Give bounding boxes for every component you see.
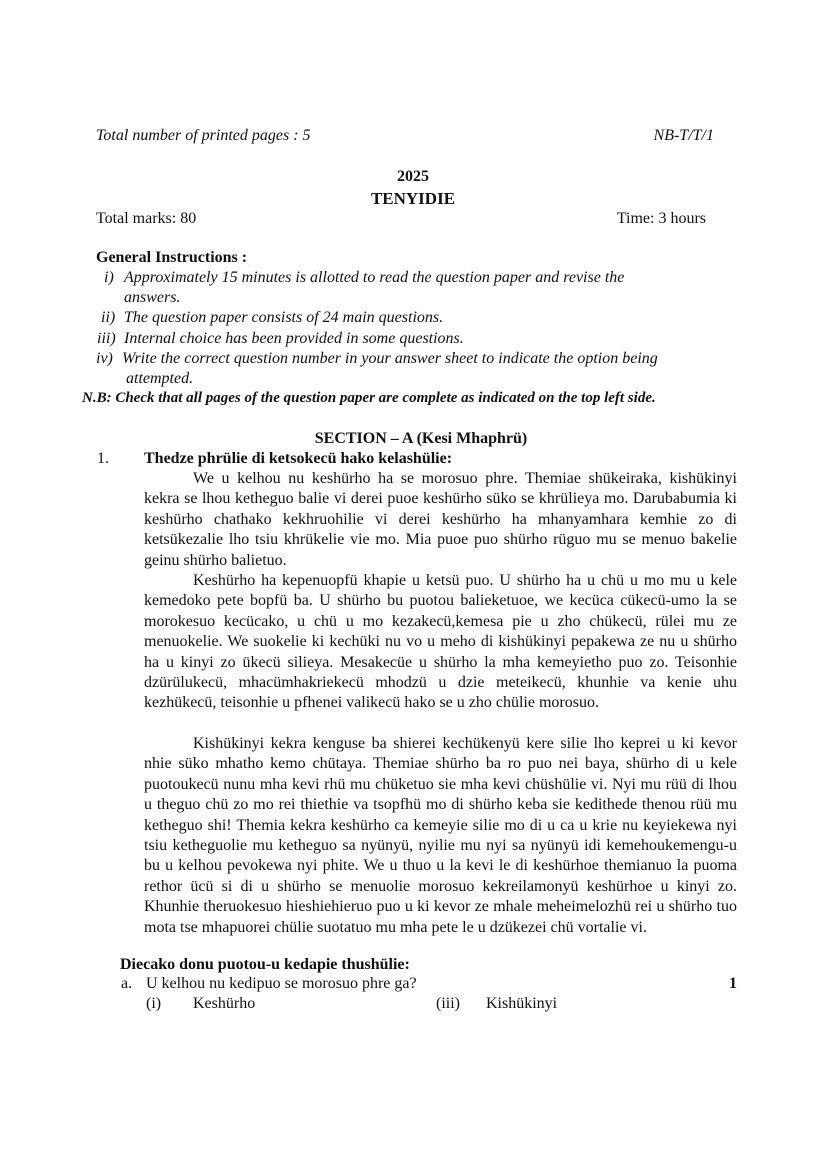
total-marks: Total marks: 80	[96, 210, 197, 227]
passage-paragraph-text: Keshürho ha kepenuopfü khapie u ketsü puo. U shürho ha u chü u mo mu u kele kemedoko pete bopfü ba. U shürho bu puotou balieketuoe, we kecüca cükecü-umo la se morokesuo kecücako, u chü u mo kezakecü,kemesa pie u zho chükecü, rülei mu ze menuokelie. We suokelie ki kechüki nu vo u meho di kishükinyi pepakewa ze nu u shürho ha u kinyi zo ükecü silieya. Mesakecüe u shürho la mha kemeyietho puo zo. Teisonhie dzürülukecü, mhacümhakriekecü mhodzü u dzie meteikecü, khunhie va kenie uhu kezhükecü, teisonhie u pfhenei valikecü hako se u zho chülie morosuo.	[144, 572, 737, 712]
option-text: Keshürho	[193, 995, 256, 1012]
question-number: 1.	[97, 450, 109, 467]
instruction-num: iv)	[96, 350, 113, 367]
passage-paragraph-text: Kishükinyi kekra kenguse ba shierei kechükenyü kere silie lho keprei u ki kevor nhie süko mhatho kemo chütaya. Themiae shürho ba ro puo nei baya, shürho di u kele puotoukecü nunu mha kevi rhü mu chüketuo sie mha kevi chüshülie vi. Nyi mu rüü di lhou u theguo chü zo mo rei thiethie va tsopfhü mo di shürho keba sie kedithede thenou rüü mu ketheguo shi! Themia kekra keshürho ca kemeyie silie mo di u ca u krie nu keyiekewa nyi tsiu ketheguolie mu ketheguo sa nyünyü, nyilie mu nyi sa nyünyü idi kemehoukemengu-u bu u kelhou pevokewa nyi phite. We u thuo u la kevi le di keshürhoe themianuo la puoma rethor ücü si di u shürho se menuolie morosuo kekreilamonyü keshürhoe u kinyi zo. Khunhie theruokesuo hieshiehieruo puo u ki kevor ze mhale meheimelozhü rei u shürho tuo mota tse mhapuorei chülie suotatuo mu mha pete le u dzükezei chü vortalie vi.	[144, 735, 737, 936]
sub-heading: Diecako donu puotou-u kedapie thushülie:	[120, 956, 410, 973]
exam-subject: TENYIDIE	[370, 189, 456, 208]
instruction-text: Approximately 15 minutes is allotted to read the question paper and revise the	[124, 269, 625, 286]
instruction-num: i)	[104, 269, 114, 286]
instruction-text: Internal choice has been provided in some questions.	[124, 330, 464, 347]
option-number: (i)	[146, 995, 162, 1012]
paper-code: NB-T/T/1	[653, 127, 714, 144]
instruction-text: Write the correct question number in your answer sheet to indicate the option being	[122, 350, 658, 367]
option-text: Kishükinyi	[486, 995, 558, 1012]
passage-paragraph	[144, 469, 737, 571]
passage-paragraph-text: We u kelhou nu keshürho ha se morosuo phre. Themiae shükeiraka, kishükinyi kekra se lhou ketheguo balie vi derei puoe keshürho süko se khrülieya mo. Darubabumia ki keshürho chathako kekhruohilie vi derei keshürho ha mhanyamhara kemhie zo di ketsükezalie lho tsiu khrükelie vie mo. Mia puoe puo shürho rüguo mu se menuo bakelie geinu shürho balietuo.	[144, 470, 737, 569]
nb-note: N.B: Check that all pages of the question paper are complete as indicated on the top left side.	[82, 390, 656, 406]
sub-question-text: U kelhou nu kedipuo se morosuo phre ga?	[146, 975, 417, 992]
section-title: SECTION – A (Kesi Mhaphrü)	[314, 430, 528, 447]
sub-question-marks: 1	[729, 975, 737, 992]
instruction-num: ii)	[101, 309, 116, 326]
instruction-text-cont: answers.	[124, 289, 181, 306]
option-number: (iii)	[436, 995, 460, 1012]
exam-time: Time: 3 hours	[616, 210, 706, 227]
instruction-text-cont: attempted.	[126, 370, 194, 387]
sub-question-label: a.	[121, 975, 133, 992]
question-prompt: Thedze phrülie di ketsokecü hako kelashülie:	[144, 450, 453, 467]
pages-note: Total number of printed pages : 5	[96, 127, 311, 144]
passage-paragraph	[144, 734, 737, 938]
instruction-text: The question paper consists of 24 main questions.	[124, 309, 444, 326]
instructions-heading: General Instructions :	[96, 249, 248, 266]
exam-year: 2025	[397, 168, 429, 185]
passage-paragraph	[144, 571, 737, 714]
instruction-num: iii)	[97, 330, 116, 347]
